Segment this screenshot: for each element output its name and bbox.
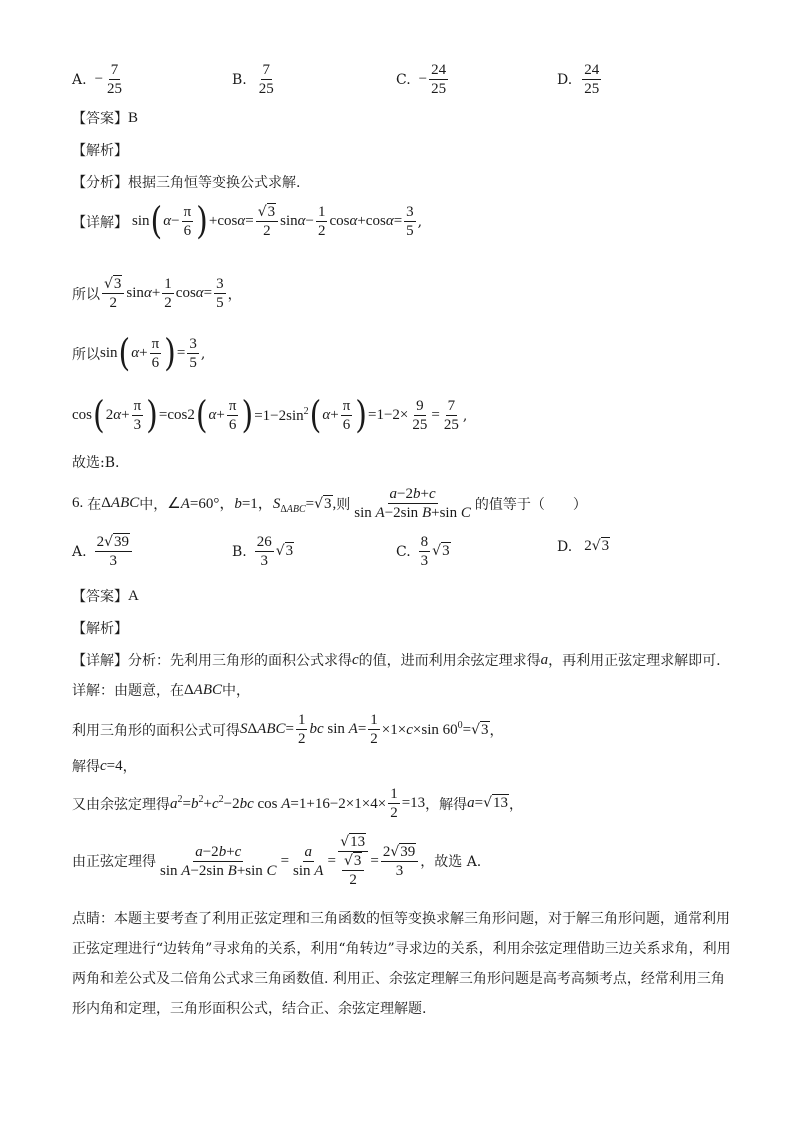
q6-detail-line-3: 利用三角形的面积公式可得 S ΔABC = $\frac{1}{2}$ bc sin A= $\frac{1}{2}$ ×1×c×sin $60^0=√3$ ， [72, 712, 504, 747]
option-denominator: 25 [107, 81, 123, 97]
q6-option-a: A. $\frac{2√39}{3}$ [72, 534, 134, 569]
stem-part: 则 [336, 496, 351, 513]
q5-analysis-tag [72, 140, 128, 160]
answer-value: B [128, 109, 139, 126]
option-numerator: 24 [584, 62, 600, 78]
q6-option-c: C. $\frac{8}{3}$ √3 [396, 534, 450, 569]
option-sign: − [94, 71, 104, 87]
q6-detail-line-2: 详解：由题意，在 ΔABC 中， [72, 681, 250, 699]
option-letter: A. [72, 543, 87, 560]
q6-answer [72, 586, 139, 606]
answer-value: A [128, 587, 139, 604]
detail-text: 利用三角形的面积公式可得 [72, 722, 240, 739]
q6-option-d: D. 2√3 [557, 538, 610, 555]
option-numerator: 24 [431, 62, 447, 78]
detail-text: ，解得 [425, 796, 468, 813]
guxuan-text: 故选:B. [72, 455, 120, 471]
q5-answer [72, 108, 138, 128]
option-letter: D. [557, 71, 573, 88]
question-number: 6. [72, 495, 84, 511]
q6-option-b: B. $\frac{26}{3}$ √3 [232, 534, 294, 569]
detail-text: 中， [222, 683, 250, 699]
detail-tag: 【详解】 [72, 214, 128, 231]
q5-option-b [232, 62, 278, 97]
option-letter: C. [396, 543, 411, 560]
detail-text: 的值，进而利用余弦定理求得 [358, 653, 541, 669]
q5-option-c [396, 62, 450, 97]
q5-detail-line-2: 所以 $\frac{√3}{2}$ sinα+ $\frac{1}{2}$ cosα= $\frac{3}{5}$ ， [72, 276, 242, 311]
detail-text: 详解：由题意，在 [72, 683, 184, 699]
q6-detail-line-1: 【详解】 分析：先利用三角形的面积公式求得 c 的值，进而利用余弦定理求得 a ，再利用正弦定理求解即可. [72, 651, 721, 669]
q5-detail-line-4: cos ( 2α+ $\frac{\pi}{3}$ ) =cos2 ( α + $\frac{\pi}{6}$ ) $=1-2\sin^2$ ( α + $\frac{\pi}{6}$ ) =1−2× $\frac{9}{25}$ = $\frac{7}{25}$ , [72, 393, 468, 438]
option-sign: − [418, 71, 428, 87]
detail-tag: 【详解】 [72, 653, 128, 669]
q6-detail-line-5: 又由余弦定理得 $a^2=b^2+c^2-2bc$ cos A=1+16−2×1×4× $\frac{1}{2}$ =13 ，解得 a=√13 ， [72, 786, 524, 821]
option-numerator: 7 [110, 62, 119, 78]
suoyi-text: 所以 [72, 286, 100, 303]
q5-option-a [72, 62, 126, 97]
suoyi-text: 所以 [72, 346, 100, 363]
option-numerator: 7 [262, 62, 270, 78]
stem-part: 的值等于（ ） [474, 496, 587, 513]
detail-text: 由正弦定理得 [72, 854, 156, 870]
q6-detail-line-4: 解得 c=4 ， [72, 757, 137, 775]
stem-part: 在 [87, 496, 102, 513]
q6-stem: 6. 在 ΔABC 中， ∠A=60°，b=1，$S_{\Delta ABC}=√3$, 则 $\frac{a-2b+c}{\text{sin A−2sin B+sin C}}$ 的值等于（ ） [72, 486, 587, 521]
detail-text: 解得 [72, 759, 100, 775]
q5-conclusion [72, 452, 119, 472]
detail-text: 又由余弦定理得 [72, 796, 170, 813]
answer-tag: 【答案】 [72, 589, 128, 605]
answer-tag: 【答案】 [72, 111, 128, 127]
q5-fenxi [72, 172, 300, 192]
option-denominator: 25 [258, 81, 274, 97]
analysis-tag: 【解析】 [72, 621, 128, 637]
option-letter: B. [232, 543, 247, 560]
q5-option-d [557, 62, 603, 97]
fenxi-tag: 【分析】 [72, 175, 128, 191]
detail-text: ，故选 A. [420, 854, 482, 870]
option-letter: B. [232, 71, 247, 88]
q5-detail-line-1: 【详解】 sin ( α − $\frac{\pi}{6}$ ) +cosα= $\frac{√3}{2}$ sinα− $\frac{1}{2}$ cosα+cosα= $\frac{3}{5}$ , [72, 199, 423, 244]
q6-dianjing: 点睛：本题主要考查了利用正弦定理和三角函数的恒等变换求解三角形问题，对于解三角形问题，通常利用正弦定理进行“边转角”寻求角的关系，利用“角转边”寻求边的关系，利用余弦定理借助三边关系求角，利用两角和差公式及二倍角公式求三角函数值. 利用正、余弦定理解三角形问题是高考高频考点，经常利用三角形内角和定理，三角形面积公式，结合正、余弦定理解题. [72, 911, 731, 1017]
detail-text: 分析：先利用三角形的面积公式求得 [128, 653, 352, 669]
detail-text: ，再利用正弦定理求解即可. [548, 653, 721, 669]
stem-part: 中， [139, 496, 168, 513]
q5-detail-line-3: 所以 sin ( α + $\frac{\pi}{6}$ ) = $\frac{3}{5}$ , [72, 331, 206, 376]
q6-analysis-tag [72, 618, 128, 638]
fenxi-text: 根据三角恒等变换公式求解. [128, 175, 301, 191]
analysis-tag: 【解析】 [72, 143, 128, 159]
option-denominator: 25 [584, 81, 600, 97]
option-letter: C. [396, 71, 411, 88]
option-letter: D. [557, 538, 573, 555]
option-denominator: 25 [431, 81, 447, 97]
option-letter: A. [72, 71, 87, 88]
q6-detail-line-6: 由正弦定理得 $\frac{a-2b+c}{\text{sin A−2sin B+sin C}}$ = $\frac{a}{\text{sin A}}$ = $\frac{√13}{\frac{√3}{2}}$ = $\frac{2√39}{3}$ ，故选 A. [72, 834, 482, 888]
